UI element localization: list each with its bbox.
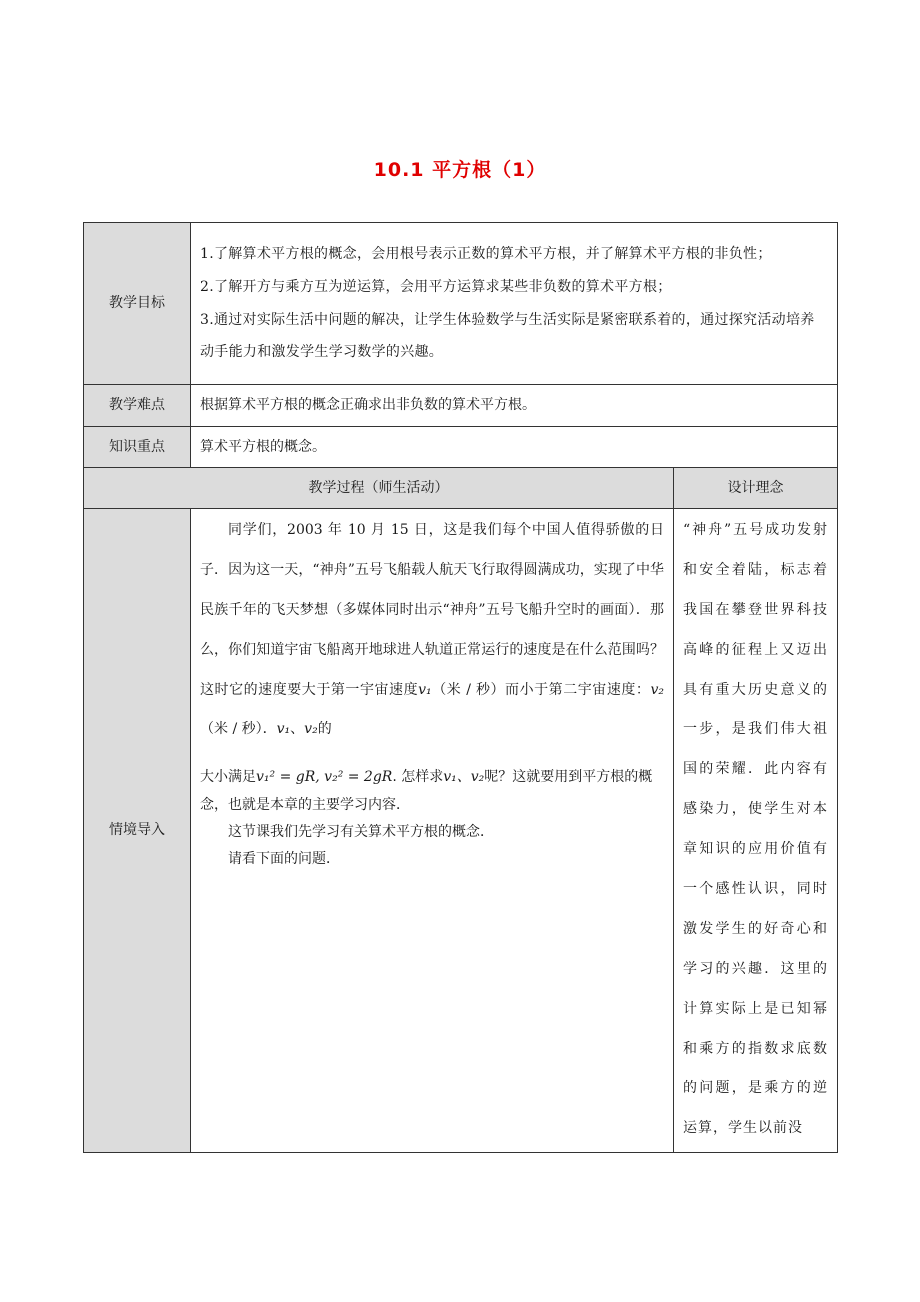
- scan-line: 这节课我们先学习有关算术平方根的概念．: [228, 823, 494, 840]
- key-point-label: 知识重点: [84, 427, 191, 468]
- key-point-text: 算术平方根的概念。: [191, 427, 838, 468]
- speed-formula: v₁² = gR, v₂² = 2gR: [256, 769, 393, 786]
- objectives-row: [84, 223, 838, 385]
- design-header: 设计理念: [674, 468, 838, 509]
- embedded-text-image: [200, 764, 664, 873]
- scan-line: 请看下面的问题．: [228, 851, 340, 868]
- objective-item: 3.通过对实际生活中问题的解决，让学生体验数学与生活实际是紧密联系着的，通过探究活动培养动手能力和激发学生学习数学的兴趣。: [200, 311, 815, 361]
- objective-item: 2.了解开方与乘方互为逆运算，会用平方运算求某些非负数的算术平方根；: [200, 278, 672, 295]
- page-title: 10.1 平方根（1）: [373, 159, 547, 181]
- difficulty-label: 教学难点: [84, 385, 191, 427]
- process-header-row: [84, 468, 838, 509]
- intro-story: 同学们，2003 年 10 月 15 日，这是我们每个中国人值得骄傲的日子．因为这一天，“神舟”五号飞船载人航天飞行取得圆满成功，实现了中华民族千年的飞天梦想（多媒体同时出示“神舟”五号飞船升空时的画面）．那么，你们知道宇宙飞船离开地球进人轨道正常运行的速度是在什么范围吗？这时它的速度要大于第一宇宙速度v₁（米 / 秒）而小于第二宇宙速度：v₂（米 / 秒）．v₁、v₂的: [200, 522, 665, 738]
- intro-row: [84, 509, 838, 1153]
- objective-item: 1.了解算术平方根的概念，会用根号表示正数的算术平方根，并了解算术平方根的非负性；: [200, 245, 772, 262]
- design-note-cell: [674, 509, 838, 1153]
- objectives-label: 教学目标: [84, 223, 191, 385]
- process-header: 教学过程（师生活动）: [84, 468, 674, 509]
- v2-symbol: v₂: [650, 681, 665, 698]
- intro-label: 情境导入: [84, 509, 191, 1153]
- design-note: “神舟”五号成功发射和安全着陆，标志着我国在攀登世界科技高峰的征程上又迈出具有重大历史意义的一步，是我们伟大祖国的荣耀．此内容有感染力，使学生对本章知识的应用价值有一个感性认识，同时激发学生的好奇心和学习的兴趣．这里的计算实际上是已知幂和乘方的指数求底数的问题，是乘方的逆运算，学生以前没: [683, 522, 828, 1137]
- v1-symbol: v₁: [418, 681, 432, 698]
- formula-line: 大小满足v₁² = gR, v₂² = 2gR. 怎样求v₁、v₂呢？这就要用到平方根的概念，也就是本章的主要学习内容．: [200, 769, 653, 813]
- intro-content: [191, 509, 674, 1153]
- key-point-row: [84, 427, 838, 468]
- difficulty-text: 根据算术平方根的概念正确求出非负数的算术平方根。: [191, 385, 838, 427]
- difficulty-row: [84, 385, 838, 427]
- objectives-content: [191, 223, 838, 385]
- lesson-plan-table: [83, 222, 838, 1153]
